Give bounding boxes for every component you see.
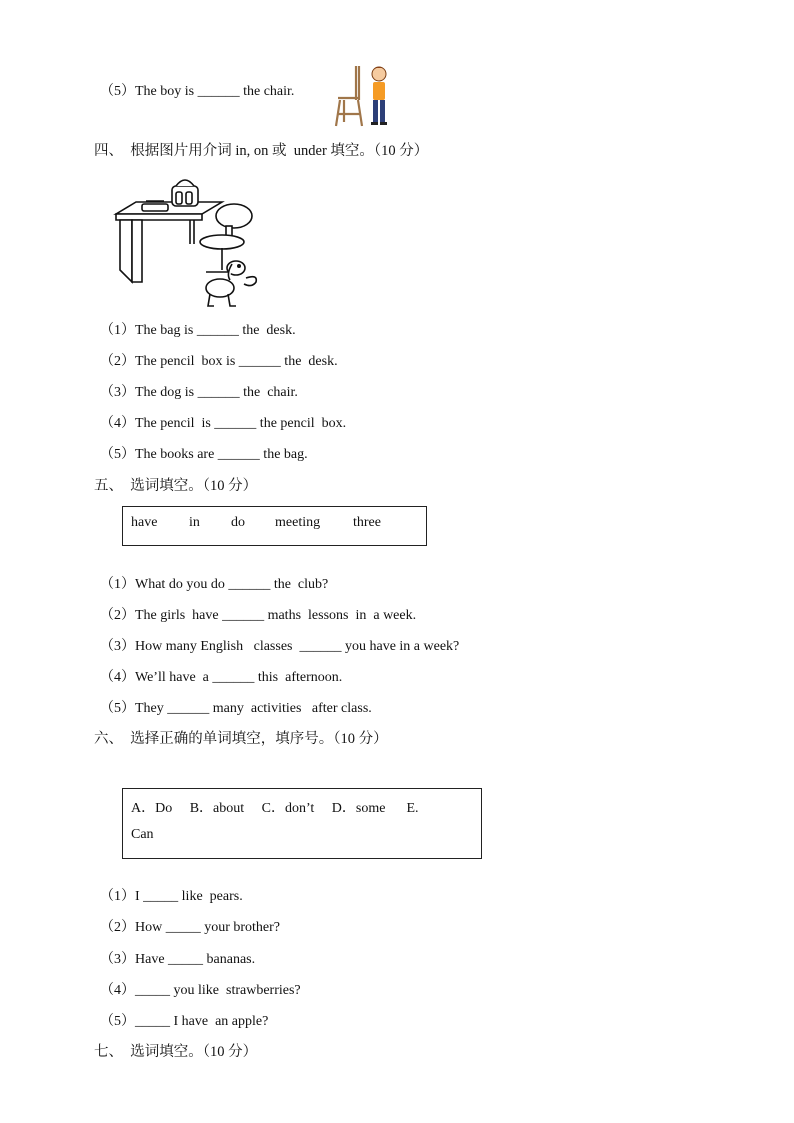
section-7-heading: 七、 选词填空。（10 分） bbox=[94, 1044, 258, 1060]
options-line-1: A．Do B．about C．don’t D．some E. bbox=[131, 801, 419, 816]
question-6-3: （3）Have _____ bananas. bbox=[100, 952, 256, 967]
question-4-5: （5）The books are ______ the bag. bbox=[100, 447, 308, 462]
options-line-2: Can bbox=[131, 827, 154, 842]
question-6-2: （2）How _____ your brother? bbox=[100, 920, 281, 935]
word-three: three bbox=[353, 515, 381, 530]
question-3-5: （5）The boy is ______ the chair. bbox=[100, 84, 295, 99]
desk-chair-dog-illustration bbox=[112, 178, 262, 312]
question-6-4: （4）_____ you like strawberries? bbox=[100, 983, 301, 998]
word-bank-5 bbox=[122, 506, 427, 546]
section-5-heading: 五、 选词填空。（10 分） bbox=[94, 478, 258, 494]
section-4-heading: 四、 根据图片用介词 in, on 或 under 填空。（10 分） bbox=[94, 143, 429, 159]
question-4-4: （4）The pencil is ______ the pencil box. bbox=[100, 416, 347, 431]
options-box-6 bbox=[122, 788, 482, 859]
section-6-heading: 六、 选择正确的单词填空，填序号。（10 分） bbox=[94, 731, 388, 747]
question-6-5: （5）_____ I have an apple? bbox=[100, 1014, 269, 1029]
question-5-2: （2）The girls have ______ maths lessons in a week. bbox=[100, 608, 417, 623]
word-in: in bbox=[189, 515, 200, 530]
question-5-5: （5）They ______ many activities after class. bbox=[100, 701, 372, 716]
question-4-2: （2）The pencil box is ______ the desk. bbox=[100, 354, 338, 369]
chair-boy-illustration bbox=[328, 60, 394, 130]
word-do: do bbox=[231, 515, 245, 530]
question-4-1: （1）The bag is ______ the desk. bbox=[100, 323, 296, 338]
question-5-3: （3）How many English classes ______ you have in a week? bbox=[100, 639, 460, 654]
question-5-1: （1）What do you do ______ the club? bbox=[100, 577, 329, 592]
question-6-1: （1）I _____ like pears. bbox=[100, 889, 243, 904]
question-5-4: （4）We’ll have a ______ this afternoon. bbox=[100, 670, 343, 685]
word-have: have bbox=[131, 515, 158, 530]
word-meeting: meeting bbox=[275, 515, 321, 530]
question-4-3: （3）The dog is ______ the chair. bbox=[100, 385, 298, 400]
